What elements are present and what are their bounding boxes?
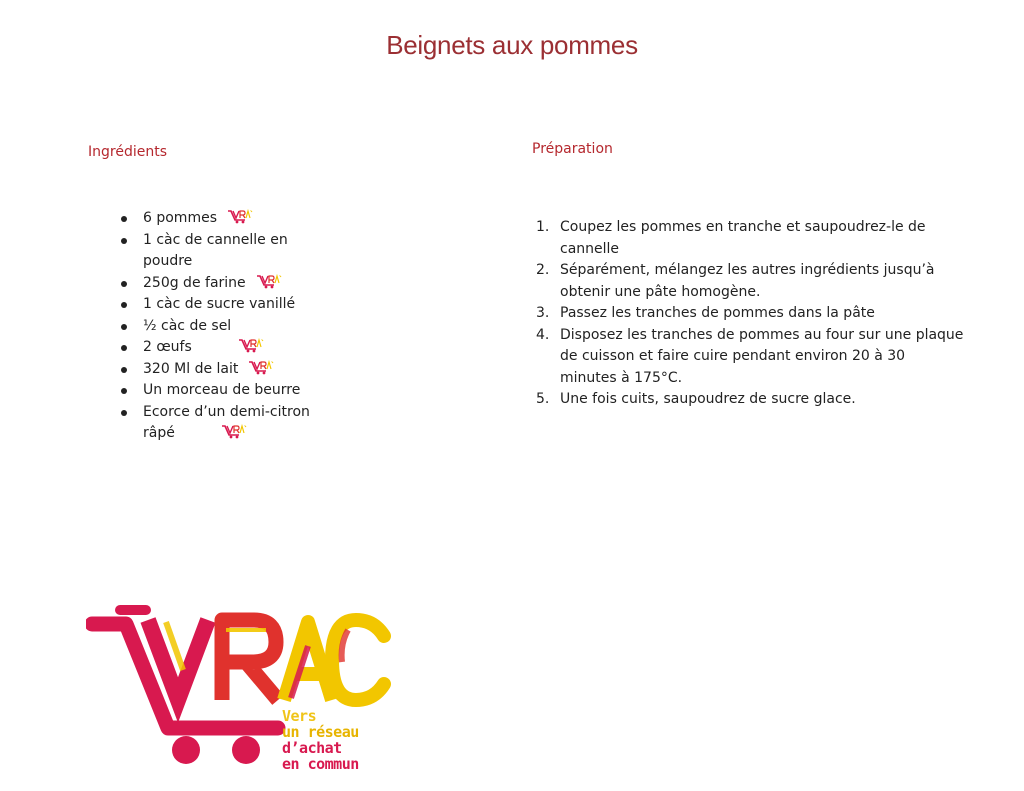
ingredient-item: 6 pommes — [118, 208, 318, 230]
preparation-list — [536, 217, 966, 411]
vrac-badge-icon — [227, 208, 253, 224]
ingredient-item: 2 œufs — [118, 337, 318, 359]
logo-tagline: Vers un réseau d’achat en commun — [282, 707, 359, 773]
preparation-step: 3. Passez les tranches de pommes dans la pâte — [536, 305, 875, 321]
ingredient-item: 1 càc de sucre vanillé — [118, 294, 318, 316]
preparation-step: 5. Une fois cuits, saupoudrez de sucre glace. — [536, 391, 856, 407]
vrac-badge-icon — [221, 423, 247, 439]
vrac-badge-icon — [248, 359, 274, 375]
vrac-badge-icon — [256, 273, 282, 289]
ingredient-item: 1 càc de cannelle en poudre — [118, 230, 318, 273]
page-title: Beignets aux pommes — [386, 30, 638, 60]
ingredient-item: Un morceau de beurre — [118, 380, 318, 402]
preparation-step: 1. Coupez les pommes en tranche et saupoudrez-le de cannelle — [536, 219, 926, 257]
preparation-step: 2. Séparément, mélangez les autres ingrédients jusqu’à obtenir une pâte homogène. — [536, 262, 935, 300]
vrac-badge-icon — [238, 337, 264, 353]
preparation-heading: Préparation — [532, 141, 613, 157]
ingredient-item: ½ càc de sel — [118, 316, 318, 338]
ingredient-item: 250g de farine — [118, 273, 318, 295]
ingredients-list — [118, 208, 318, 445]
ingredient-item: 320 Ml de lait — [118, 359, 318, 381]
ingredients-heading: Ingrédients — [88, 144, 167, 160]
ingredient-item: Ecorce d’un demi-citron râpé — [118, 402, 318, 445]
preparation-step: 4. Disposez les tranches de pommes au four sur une plaque de cuisson et faire cuire pendant environ 20 à 30 minutes à 175°C. — [536, 326, 964, 386]
